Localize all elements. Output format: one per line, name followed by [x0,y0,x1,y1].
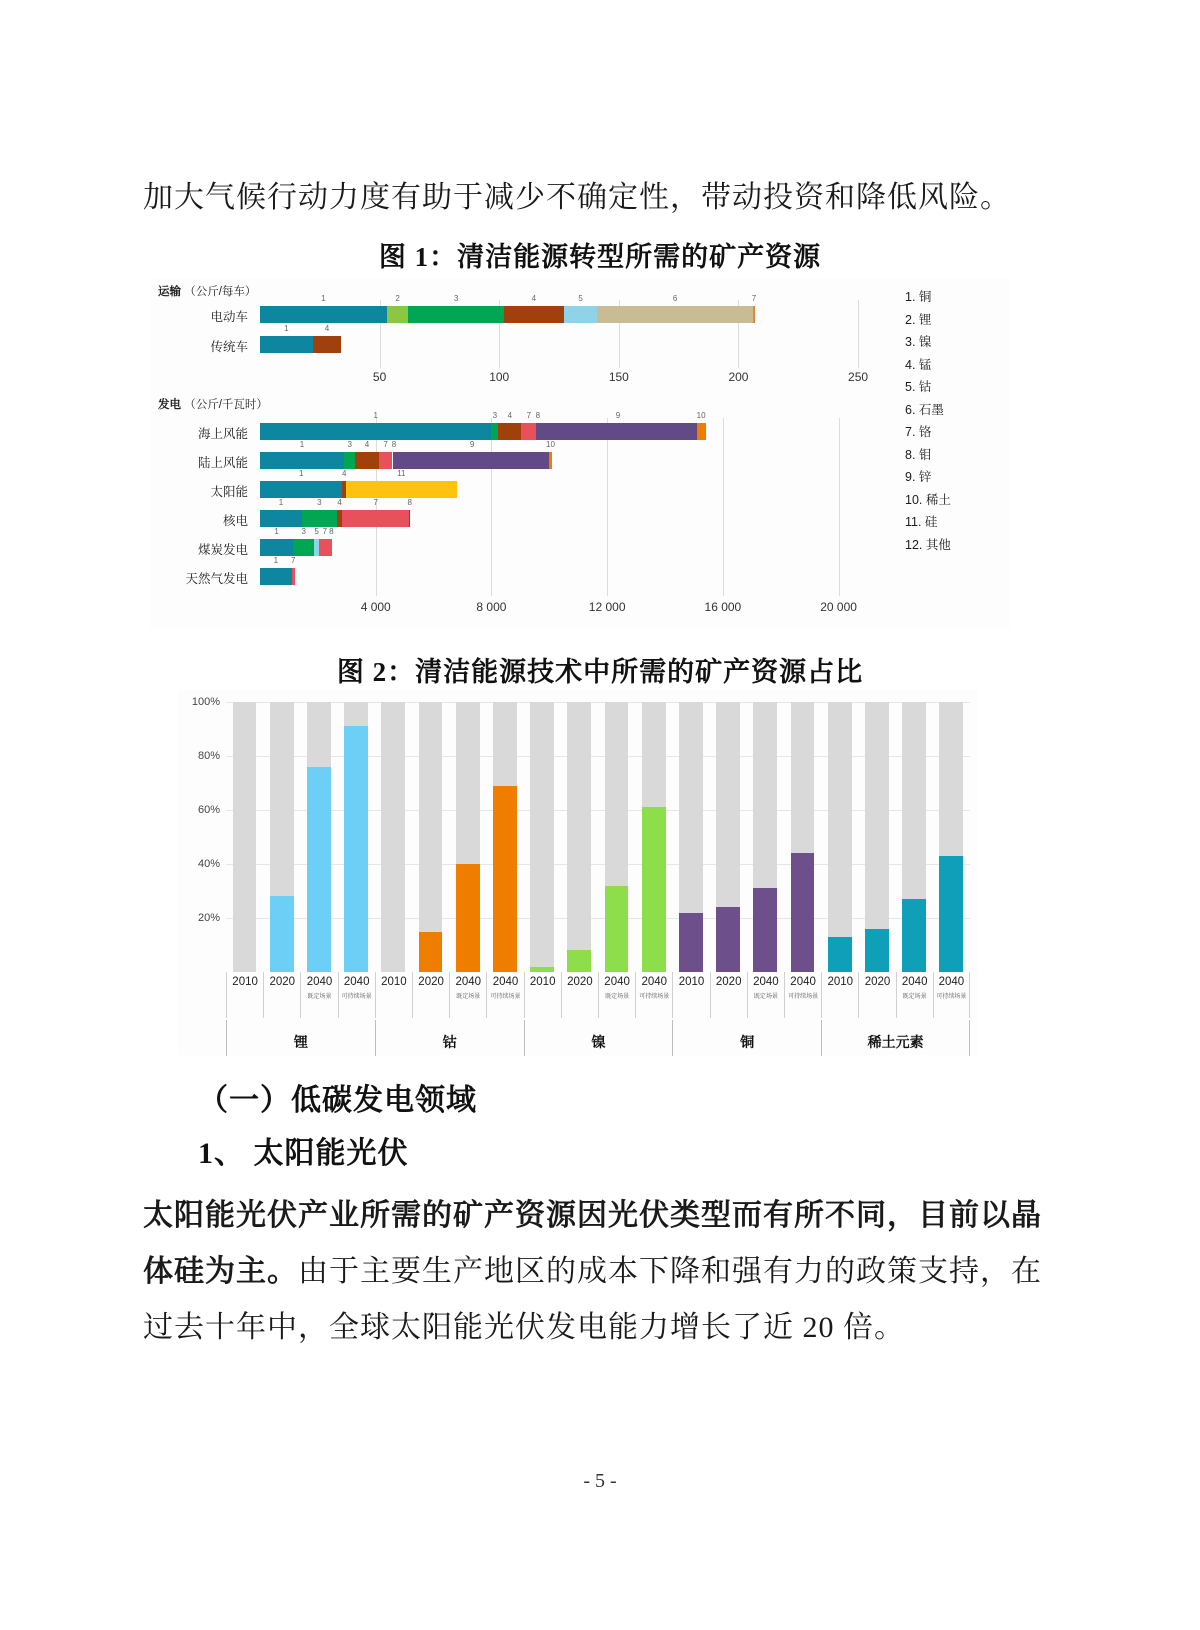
x-axis-scenario [376,988,412,991]
legend-item: 3. 镍 [905,335,932,349]
bar-segment [539,423,696,440]
subsection-heading: 1、 太阳能光伏 [198,1137,409,1170]
bar-segment [697,423,706,440]
legend-item: 1. 铜 [905,290,932,304]
bar-value [865,929,889,972]
figure1-title: 图 1：清洁能源转型所需的矿产资源 [378,242,822,272]
segment-number-label: 10 [696,411,706,420]
bar-column [672,702,709,972]
figure2-chart [178,690,978,1055]
bar-column [933,702,970,972]
bar-segment [346,481,457,498]
bar-column [635,702,672,972]
group-label-cell [672,1020,821,1056]
bar-segment [260,568,292,585]
bar-column [747,702,784,972]
x-axis-year: 2010 [381,976,407,988]
bar-value [828,937,852,972]
bar-segment [753,306,755,323]
segment-number-label: 3 [492,411,498,420]
axis-tick-label: 8 000 [476,600,507,614]
x-axis-year: 2040 [455,976,482,988]
section-heading: （一）低碳发电领域 [198,1084,477,1117]
segment-number-label: 1 [321,294,326,303]
segment-number-label: 8 [407,498,412,507]
bar-column [449,702,486,972]
bar-segment [387,306,409,323]
bar-value [493,786,517,972]
segment-number-label: 6 [672,294,678,303]
bar-segment [344,452,356,469]
bar-column [338,702,375,972]
segment-number-label: 7 [291,556,296,565]
segment-number-label: 3 [317,498,322,507]
bar-column [561,702,598,972]
segment-number-label: 1 [298,469,304,478]
legend-item: 2. 锂 [905,312,932,327]
x-axis-cell [412,972,449,1018]
segment-number-label: 7 [373,498,378,507]
y-axis-tick-label: 100% [191,696,220,708]
bar-segment [549,452,552,469]
figure2-group-axis [226,1020,970,1056]
x-axis-cell [821,972,858,1018]
segment-number-label: 7 [383,440,388,449]
legend-item: 5. 钴 [905,380,932,394]
axis-tick-label: 100 [489,370,510,384]
segment-number-label: 4 [507,411,513,420]
legend-item: 8. 钼 [905,447,932,462]
group-label: 稀土元素 [867,1034,924,1050]
axis-tick-label: 4 000 [360,600,391,614]
x-axis-cell [300,972,337,1018]
bar-value [679,913,703,972]
x-axis-scenario [562,988,598,991]
x-axis-scenario: 可持续场景 [639,994,670,1000]
bar-segment [260,452,344,469]
x-axis-cell [747,972,784,1018]
bar-value [456,864,480,972]
x-axis-cell [784,972,821,1018]
x-axis-year: 2040 [492,976,519,988]
bar-segment [504,306,564,323]
x-axis-cell [486,972,523,1018]
figure2-plot-area [191,696,970,972]
x-axis-scenario: 既定场景 [456,994,481,1000]
bar-column [524,702,561,972]
bar-column [300,702,337,972]
x-axis-cell [933,972,970,1018]
paragraph-rest: 由于主要生产地区的成本下降和强有力的政策支持，在过去十年中，全球太阳能光伏发电能力增长了近 20 倍。 [143,1255,1042,1344]
x-axis-year: 2020 [864,976,891,988]
segment-number-label: 5 [578,294,583,303]
y-axis-tick-label: 40% [197,858,220,870]
table-row [260,498,882,527]
segment-number-label: 10 [546,440,555,449]
x-axis-cell [858,972,895,1018]
category-label: 电动车 [210,310,248,324]
segment-number-label: 7 [526,411,532,420]
x-axis-cell [449,972,486,1018]
table-row [260,294,882,323]
x-axis-year: 2010 [678,976,705,988]
group-label-cell [821,1020,970,1056]
x-axis-year: 2020 [567,976,593,988]
bar-column [486,702,523,972]
segment-number-label: 1 [373,411,378,420]
x-axis-cell [710,972,747,1018]
segment-number-label: 1 [299,440,305,449]
y-axis-tick-label: 20% [197,912,220,924]
table-row [260,324,882,353]
x-axis-scenario [711,988,747,991]
figure2-x-axis [226,972,970,1018]
bar-segment [355,452,378,469]
figure2-title: 图 2：清洁能源技术中所需的矿产资源占比 [336,657,864,687]
x-axis-cell [375,972,412,1018]
x-axis-scenario: 可持续场景 [490,994,521,1000]
bar-segment [379,452,393,469]
bar-column [784,702,821,972]
segment-number-label: 8 [535,411,541,420]
x-axis-cell [896,972,933,1018]
group-label: 锂 [293,1034,308,1050]
x-axis-cell [338,972,375,1018]
x-axis-scenario: 可持续场景 [341,994,372,1000]
category-label: 陆上风能 [197,456,248,470]
x-axis-year: 2010 [827,976,854,988]
bar-column [412,702,449,972]
x-axis-cell [226,972,263,1018]
page-number: - 5 - [583,1470,617,1492]
legend-item: 7. 铬 [905,425,932,439]
bar-background [233,702,257,972]
segment-number-label: 9 [469,440,475,449]
bar-column [710,702,747,972]
bar-segment [342,510,409,527]
intro-paragraph: 加大气候行动力度有助于减少不确定性，带动投资和降低风险。 [143,181,1011,214]
bar-column [263,702,300,972]
bar-value [753,888,777,972]
x-axis-scenario [264,988,300,991]
bar-segment [260,423,491,440]
bar-column [598,702,635,972]
body-paragraph [143,1188,1043,1356]
segment-number-label: 4 [324,324,330,333]
bar-segment [330,539,332,556]
bar-segment [260,306,387,323]
bar-segment [292,568,295,585]
x-axis-scenario [859,988,895,991]
segment-number-label: 8 [329,527,334,536]
segment-number-label: 4 [337,498,342,507]
x-axis-year: 2040 [306,976,333,988]
bar-value [939,856,963,972]
bar-segment [302,510,337,527]
bar-background [381,702,405,972]
x-axis-year: 2040 [343,976,370,988]
x-axis-year: 2010 [232,976,258,988]
segment-number-label: 9 [615,411,621,420]
bar-value [791,853,815,972]
legend-item: 10. 稀土 [905,492,951,507]
segment-number-label: 1 [273,556,279,565]
category-label: 传统车 [210,340,248,354]
bar-column [821,702,858,972]
table-row [260,556,882,585]
x-axis-scenario [525,988,561,991]
bar-value [716,907,740,972]
x-axis-scenario: 既定场景 [307,994,332,1000]
category-label: 海上风能 [197,427,248,441]
bar-segment [260,481,342,498]
legend-item: 4. 锰 [905,357,932,372]
bar-column [226,702,263,972]
segment-number-label: 7 [322,527,328,536]
x-axis-year: 2040 [604,976,630,988]
bar-segment [293,539,314,556]
bar-value [605,886,629,972]
x-axis-cell [561,972,598,1018]
axis-tick-label: 16 000 [704,600,742,614]
paragraph-bold-lead: 太阳能光伏产业所需的矿产资源因光伏类型而有所不同，目前以晶体硅为主。 [143,1199,1042,1288]
x-axis-cell [672,972,709,1018]
x-axis-scenario: 既定场景 [753,994,778,1000]
group-label-cell [524,1020,673,1056]
x-axis-year: 2020 [715,976,742,988]
y-axis-tick-label: 60% [197,804,220,816]
category-label: 太阳能 [210,485,248,499]
x-axis-scenario [227,988,263,991]
bar-column [858,702,895,972]
group-label-cell [226,1020,375,1056]
bar-segment [319,539,330,556]
axis-tick-label: 150 [608,370,629,384]
legend-item: 6. 石墨 [905,402,944,417]
x-axis-year: 2010 [529,976,556,988]
x-axis-scenario [413,988,449,991]
segment-number-label: 1 [284,324,289,333]
group-label-cell [375,1020,524,1056]
figure1-plot-area [150,278,885,628]
bar-segment [260,539,293,556]
table-row [260,469,882,498]
bar-segment [597,306,753,323]
x-axis-year: 2040 [901,976,928,988]
x-axis-scenario [822,988,858,991]
legend-item: 12. 其他 [905,537,951,552]
segment-number-label: 4 [341,469,347,478]
x-axis-year: 2020 [418,976,444,988]
y-axis-tick-label: 80% [197,750,220,762]
segment-number-label: 1 [274,527,279,536]
bar-value [902,899,926,972]
x-axis-scenario: 可持续场景 [936,994,967,1000]
bar-segment [491,423,498,440]
segment-number-label: 2 [395,294,400,303]
segment-number-label: 4 [531,294,537,303]
bar-segment [408,306,504,323]
bar-segment [521,423,536,440]
axis-tick-label: 250 [848,370,869,384]
segment-number-label: 7 [751,294,757,303]
category-label: 核电 [222,514,248,528]
x-axis-year: 2040 [753,976,779,988]
x-axis-scenario: 既定场景 [605,994,630,1000]
bar-value [307,767,331,972]
bar-value [270,896,294,972]
x-axis-year: 2040 [790,976,816,988]
segment-number-label: 11 [397,469,406,478]
x-axis-cell [598,972,635,1018]
section-label: 发电 （公斤/千瓦时） [158,399,268,411]
legend-item: 11. 硅 [905,515,938,529]
table-row [260,527,882,556]
segment-number-label: 8 [391,440,397,449]
bar-segment [498,423,521,440]
group-label: 镍 [591,1034,606,1050]
bar-segment [260,510,302,527]
section-label: 运输 （公斤/每车） [158,286,257,298]
group-label: 铜 [740,1034,755,1050]
bar-column [896,702,933,972]
legend-item: 9. 锌 [905,470,932,484]
bar-background [567,702,591,972]
table-row [260,440,882,469]
axis-tick-label: 50 [372,370,387,384]
axis-tick-label: 200 [728,370,749,384]
x-axis-year: 2040 [938,976,965,988]
table-row [260,411,882,440]
x-axis-scenario: 既定场景 [902,994,927,1000]
segment-number-label: 3 [301,527,306,536]
bar-value [567,950,591,972]
bar-value [642,807,666,972]
bar-segment [564,306,597,323]
segment-number-label: 3 [453,294,459,303]
x-axis-year: 2040 [641,976,668,988]
x-axis-cell [263,972,300,1018]
x-axis-year: 2020 [269,976,296,988]
bar-segment [260,336,313,353]
x-axis-scenario: 可持续场景 [788,994,819,1000]
bar-column [375,702,412,972]
group-label: 钴 [442,1034,457,1050]
bar-value [344,726,368,972]
category-label: 煤炭发电 [197,543,248,557]
segment-number-label: 4 [364,440,370,449]
bar-background [530,702,554,972]
x-axis-cell [524,972,561,1018]
figure1-legend [905,286,1010,556]
x-axis-cell [635,972,672,1018]
category-label: 天然气发电 [185,572,248,586]
bar-segment [313,336,342,353]
axis-tick-label: 12 000 [588,600,626,614]
segment-number-label: 1 [278,498,284,507]
bar-segment [409,510,411,527]
bar-background [828,702,852,972]
segment-number-label: 3 [347,440,352,449]
x-axis-scenario [673,988,709,991]
segment-number-label: 5 [314,527,319,536]
bar-value [419,932,443,973]
axis-tick-label: 20 000 [820,600,857,614]
figure1-chart [150,278,1010,628]
bar-segment [395,452,548,469]
